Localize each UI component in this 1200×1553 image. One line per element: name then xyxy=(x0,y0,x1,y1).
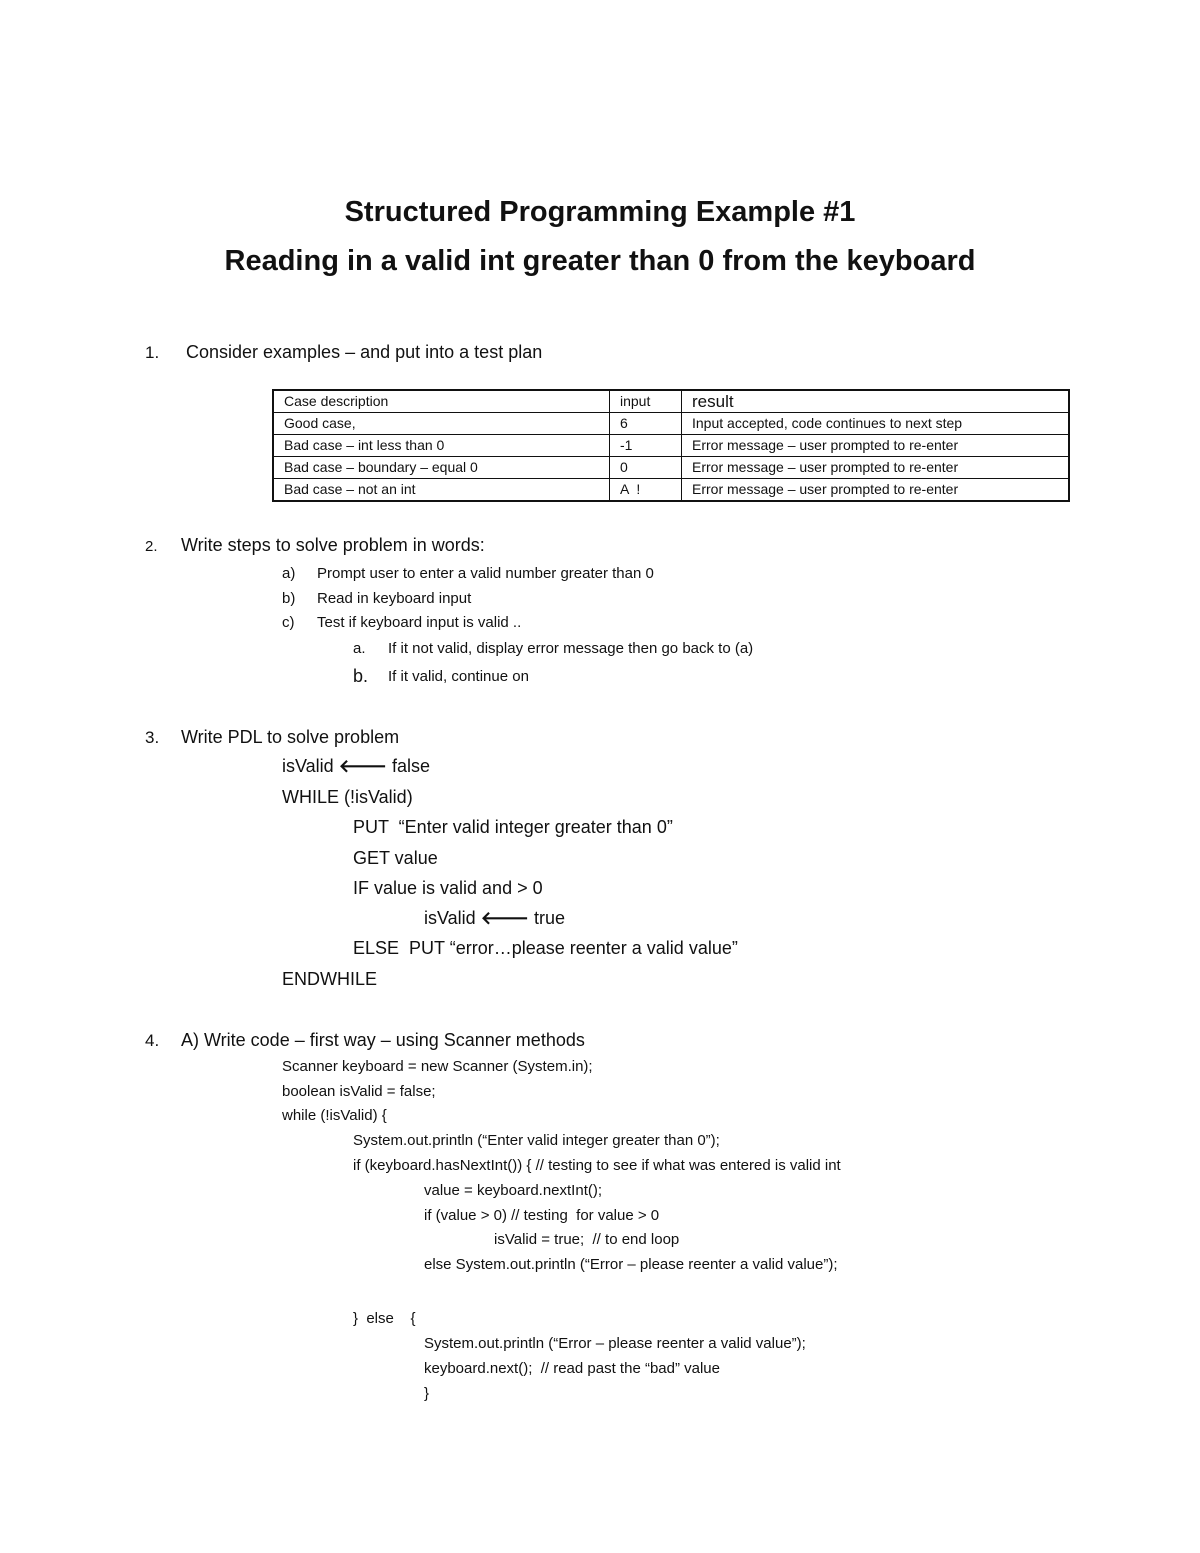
code-line: else System.out.println (“Error – please reenter a valid value”); xyxy=(424,1256,838,1273)
code-line: System.out.println (“Error – please reenter a valid value”); xyxy=(424,1335,806,1352)
substep-text: If it valid, continue on xyxy=(388,668,529,685)
code-line: Scanner keyboard = new Scanner (System.in); xyxy=(282,1058,593,1075)
step-text: Read in keyboard input xyxy=(317,590,472,607)
left-arrow-icon: 🡐 xyxy=(338,756,387,776)
pdl-var: isValid xyxy=(424,908,476,928)
header-result: result xyxy=(682,390,1070,413)
code-line: } xyxy=(424,1385,430,1402)
cell-result: Error message – user prompted to re-enter xyxy=(682,479,1070,502)
code-line: } else { xyxy=(353,1310,416,1327)
table-row xyxy=(273,435,1069,457)
step-marker: c) xyxy=(282,614,295,631)
cell-case: Bad case – int less than 0 xyxy=(273,435,610,457)
pdl-line: GET value xyxy=(353,848,438,868)
step-marker: b) xyxy=(282,590,296,607)
step-text: Test if keyboard input is valid .. xyxy=(317,614,522,631)
section-4-heading: A) Write code – first way – using Scanner methods xyxy=(181,1030,585,1050)
section-1-number: 1. xyxy=(145,343,160,362)
code-line: if (value > 0) // testing for value > 0 xyxy=(424,1207,660,1224)
cell-result: Error message – user prompted to re-enter xyxy=(682,435,1070,457)
cell-input: A ! xyxy=(610,479,682,502)
cell-input: 0 xyxy=(610,457,682,479)
cell-result: Input accepted, code continues to next step xyxy=(682,413,1070,435)
section-2-number: 2. xyxy=(145,538,158,555)
section-4-number: 4. xyxy=(145,1031,160,1050)
pdl-line: PUT “Enter valid integer greater than 0” xyxy=(353,817,673,837)
pdl-line xyxy=(424,908,565,929)
section-1-heading: Consider examples – and put into a test plan xyxy=(186,342,543,362)
table-row xyxy=(273,457,1069,479)
document-subtitle: Reading in a valid int greater than 0 from the keyboard xyxy=(224,245,976,277)
code-line: value = keyboard.nextInt(); xyxy=(424,1182,603,1199)
header-case-description: Case description xyxy=(273,390,610,413)
section-2-heading: Write steps to solve problem in words: xyxy=(181,535,485,555)
pdl-value: true xyxy=(534,908,566,928)
cell-result: Error message – user prompted to re-enter xyxy=(682,457,1070,479)
pdl-line: ELSE PUT “error…please reenter a valid value” xyxy=(353,938,738,958)
code-line: if (keyboard.hasNextInt()) { // testing to see if what was entered is valid int xyxy=(353,1157,841,1174)
code-line: boolean isValid = false; xyxy=(282,1083,436,1100)
substep-text: If it not valid, display error message then go back to (a) xyxy=(388,640,754,657)
substep-marker: a. xyxy=(353,640,366,657)
cell-input: -1 xyxy=(610,435,682,457)
section-3-heading: Write PDL to solve problem xyxy=(181,727,400,747)
pdl-line: ENDWHILE xyxy=(282,969,378,989)
code-line: while (!isValid) { xyxy=(282,1107,387,1124)
pdl-line: IF value is valid and > 0 xyxy=(353,878,543,898)
cell-input: 6 xyxy=(610,413,682,435)
section-3-number: 3. xyxy=(145,728,160,747)
test-plan-table xyxy=(272,389,1070,502)
cell-case: Good case, xyxy=(273,413,610,435)
cell-case: Bad case – boundary – equal 0 xyxy=(273,457,610,479)
pdl-value: false xyxy=(392,756,431,776)
code-line: System.out.println (“Enter valid integer greater than 0”); xyxy=(353,1132,720,1149)
pdl-line xyxy=(282,756,430,777)
step-text: Prompt user to enter a valid number greater than 0 xyxy=(317,565,654,582)
table-row xyxy=(273,413,1069,435)
left-arrow-icon: 🡐 xyxy=(480,908,529,928)
code-line: isValid = true; // to end loop xyxy=(494,1231,680,1248)
document-title: Structured Programming Example #1 xyxy=(344,196,856,228)
cell-case: Bad case – not an int xyxy=(273,479,610,502)
step-marker: a) xyxy=(282,565,296,582)
pdl-var: isValid xyxy=(282,756,334,776)
pdl-line: WHILE (!isValid) xyxy=(282,787,413,807)
table-header-row xyxy=(273,390,1069,413)
table-row xyxy=(273,479,1069,502)
substep-marker: b. xyxy=(353,666,369,686)
code-line: keyboard.next(); // read past the “bad” value xyxy=(424,1360,720,1377)
header-input: input xyxy=(610,390,682,413)
